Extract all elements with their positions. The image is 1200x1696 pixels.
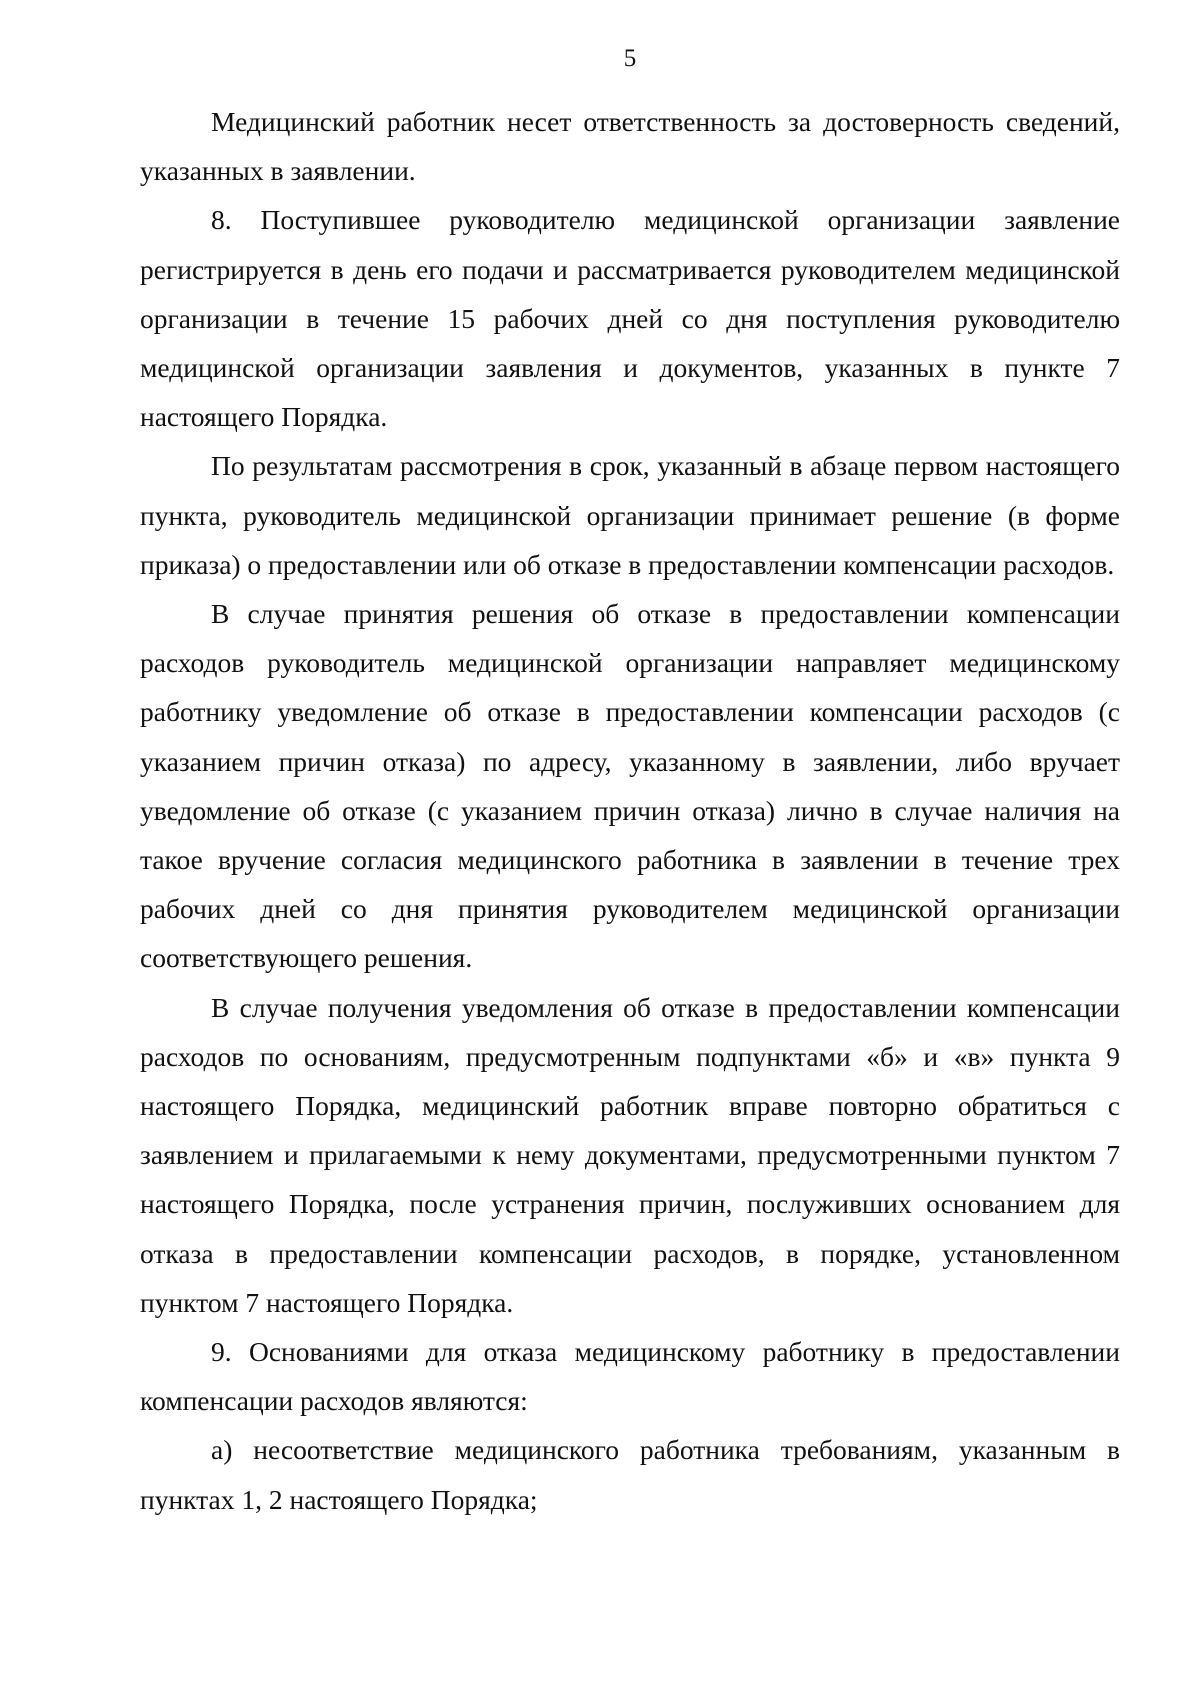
paragraph-8-reapply: В случае получения уведомления об отказе в предоставлении компенсации расходов по основаниям, предусмотренным подпунктами «б» и «в» пункта 9 настоящего Порядка, медицинский работник вправе повторно обратиться с заявлением и прилагаемыми к нему документами, предусмотренными пунктом 7 настоящего Порядка, после устранения причин, послуживших основанием для отказа в предоставлении компенсации расходов, в порядке, установленном пунктом 7 настоящего Порядка.	[140, 991, 1120, 1318]
paragraph-8-refusal-notice: В случае принятия решения об отказе в предоставлении компенсации расходов руководитель медицинской организации направляет медицинскому работнику уведомление об отказе в предоставлении компенсации расходов (с указанием причин отказа) по адресу, указанному в заявлении, либо вручает уведомление об отказе (с указанием причин отказа) лично в случае наличия на такое вручение согласия медицинского работника в заявлении в течение трех рабочих дней со дня принятия руководителем медицинской организации соответствующего решения.	[140, 598, 1120, 974]
paragraph-8-decision: По результатам рассмотрения в срок, указанный в абзаце первом настоящего пункта, руководитель медицинской организации принимает решение (в форме приказа) о предоставлении или об отказе в предоставлении компенсации расходов.	[140, 450, 1120, 580]
document-body	[140, 97, 1120, 1524]
page-number: 5	[623, 45, 637, 72]
paragraph-responsibility: Медицинский работник несет ответственность за достоверность сведений, указанных в заявлении.	[140, 106, 1120, 187]
paragraph-9-grounds: 9. Основаниями для отказа медицинскому работнику в предоставлении компенсации расходов являются:	[140, 1336, 1120, 1417]
paragraph-9-item-a: а) несоответствие медицинского работника требованиям, указанным в пунктах 1, 2 настоящего Порядка;	[140, 1434, 1120, 1515]
paragraph-8-registration: 8. Поступившее руководителю медицинской организации заявление регистрируется в день его подачи и рассматривается руководителем медицинской организации в течение 15 рабочих дней со дня поступления руководителю медицинской организации заявления и документов, указанных в пункте 7 настоящего Порядка.	[140, 204, 1120, 433]
